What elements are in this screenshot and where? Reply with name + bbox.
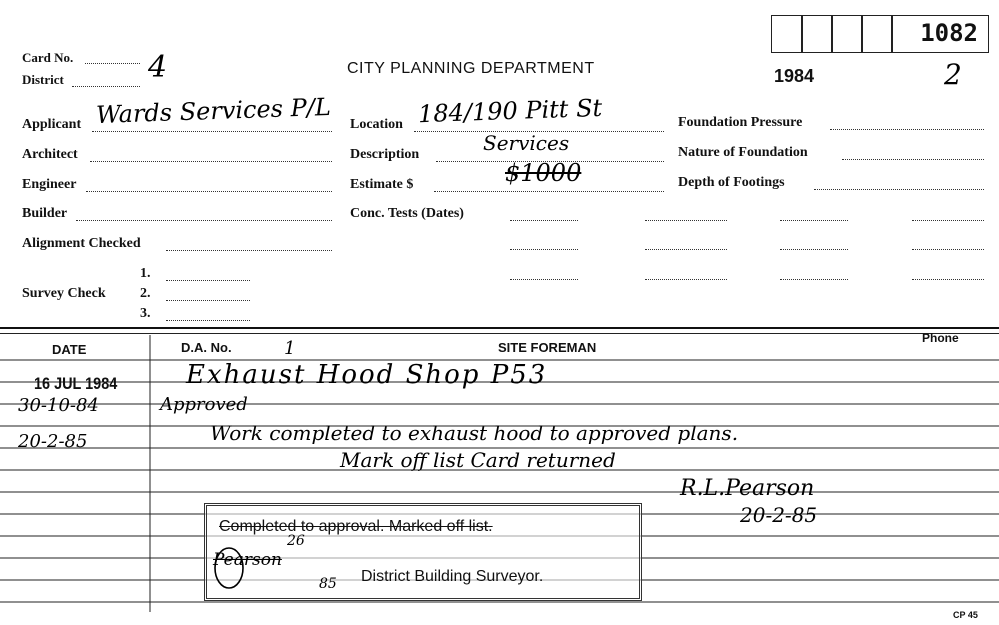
card-no-label: Card No.: [22, 50, 74, 65]
stamp-line-1: Completed to approval. Marked off list.: [219, 518, 493, 535]
file-number: 1082: [920, 19, 978, 47]
description-value: Services: [483, 131, 570, 155]
da-header: D.A. No.: [181, 340, 232, 355]
engineer-label: Engineer: [22, 177, 77, 192]
survey-label: Survey Check: [22, 286, 106, 301]
entry-text-2: Approved: [160, 394, 248, 415]
estimate-label: Estimate $: [350, 177, 414, 192]
entry-date-1: 16 JUL 1984: [34, 374, 118, 393]
year: 1984: [774, 66, 815, 86]
entry-text-3: Work completed to exhaust hood to approved plans.: [210, 421, 739, 445]
district-value: 4: [148, 50, 168, 85]
da-value: 1: [284, 338, 296, 359]
estimate-value: $1000: [505, 159, 582, 187]
phone-header: Phone: [922, 331, 959, 345]
department-title: CITY PLANNING DEPARTMENT: [347, 60, 595, 77]
nature-foundation-label: Nature of Foundation: [678, 145, 808, 160]
builder-label: Builder: [22, 206, 68, 221]
entry-text-4: Mark off list Card returned: [340, 448, 616, 472]
applicant-label: Applicant: [22, 117, 82, 132]
depth-footings-label: Depth of Footings: [678, 175, 785, 190]
survey-item-2: 2.: [140, 286, 151, 301]
entry-date-2: 30-10-84: [18, 395, 99, 416]
conc-tests-label: Conc. Tests (Dates): [350, 206, 464, 221]
stamp-signature: Pearson: [213, 550, 282, 570]
foundation-pressure-label: Foundation Pressure: [678, 115, 803, 130]
foreman-header: SITE FOREMAN: [498, 340, 597, 355]
sub-number: 2: [944, 58, 962, 91]
stamp-year-note: 85: [319, 576, 337, 592]
applicant-value: Wards Services P/L: [95, 92, 332, 130]
stamp-line-2: District Building Surveyor.: [361, 568, 544, 585]
date-header: DATE: [52, 342, 87, 357]
signature-loop-icon: [207, 542, 267, 592]
district-label: District: [22, 72, 64, 87]
stamp-day: 26: [287, 533, 305, 549]
location-value: 184/190 Pitt St: [417, 93, 603, 129]
architect-label: Architect: [22, 147, 78, 162]
survey-item-3: 3.: [140, 306, 151, 321]
alignment-label: Alignment Checked: [22, 236, 141, 251]
entry-text-1: Exhaust Hood Shop P53: [186, 360, 548, 390]
entry-text-5: R.L.Pearson: [680, 476, 815, 501]
entry-date-3: 20-2-85: [18, 431, 88, 452]
form-code: CP 45: [953, 610, 978, 620]
entry-text-6: 20-2-85: [740, 503, 818, 527]
description-label: Description: [350, 147, 420, 162]
approval-stamp: [204, 503, 642, 601]
location-label: Location: [350, 117, 403, 132]
survey-item-1: 1.: [140, 266, 151, 281]
